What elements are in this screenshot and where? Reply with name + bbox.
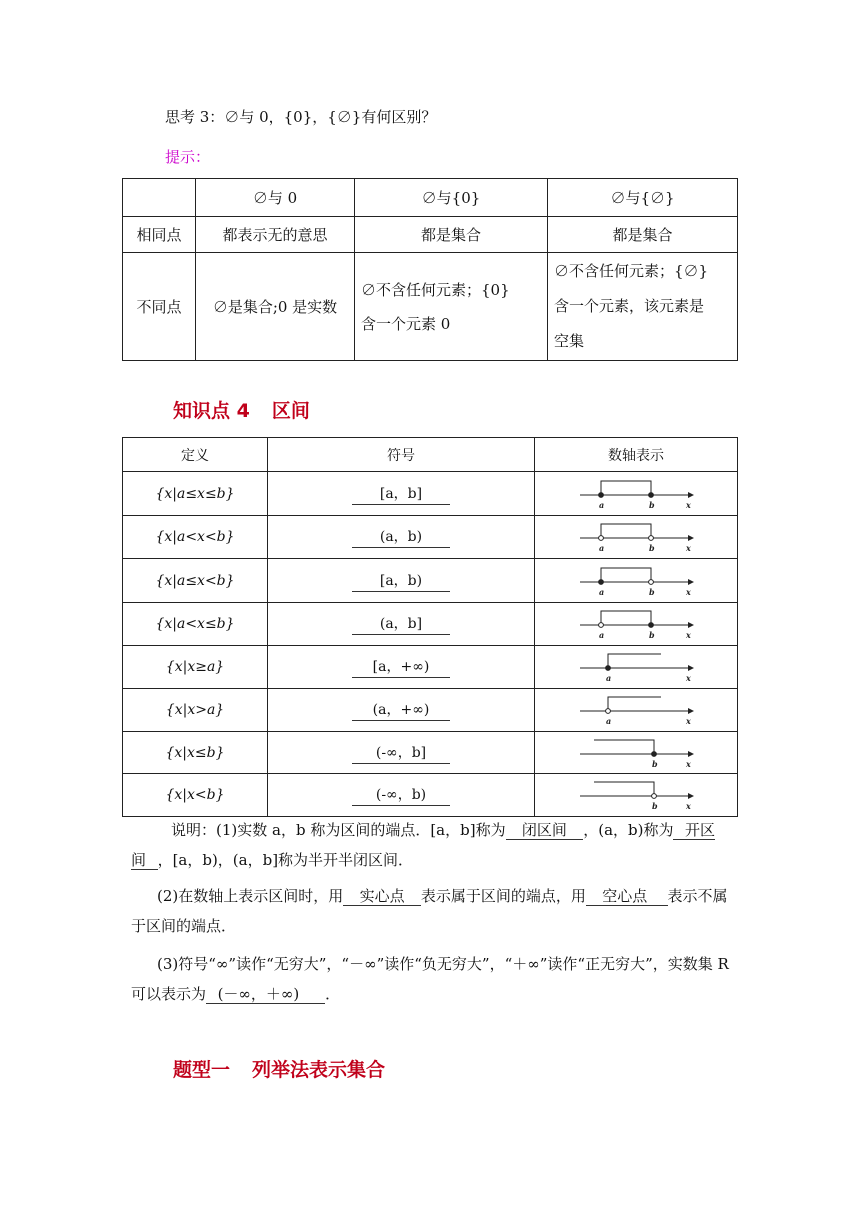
interval-symbol: (a，+∞): [352, 699, 450, 721]
endpoint-a: [599, 623, 604, 628]
interval-symbol-cell: [268, 774, 535, 817]
note-text: (3)符号“∞”读作“无穷大”，“－∞”读作“负无穷大”，“＋∞”读: [157, 955, 563, 973]
section-number: 知识点 4: [173, 400, 250, 422]
interval-row: [123, 646, 738, 689]
diff-cell: [548, 253, 738, 361]
endpoint-b: [649, 579, 654, 584]
interval-definition: {x|a<x<b}: [123, 516, 268, 559]
interval-symbol: [a，b]: [352, 483, 450, 505]
note-text: 表示属于区间的端点，用: [420, 887, 586, 905]
interval-row: [123, 559, 738, 603]
interval-symbol: [a，b): [352, 570, 450, 592]
interval-ray: [608, 697, 661, 711]
think-question: [165, 106, 436, 127]
number-line: [576, 778, 696, 812]
open-interval-answer: 开区间: [131, 821, 716, 869]
header-definition: 定义: [123, 438, 268, 472]
axis-a-label: a: [599, 586, 605, 597]
endpoint-b: [649, 623, 654, 628]
note-text: 作“正无穷大”，实数集 R 可以表示为: [131, 955, 729, 1003]
interval-symbol-cell: [268, 732, 535, 774]
header-number-line: 数轴表示: [535, 438, 738, 472]
diff-line: 含一个元素，该元素是: [554, 297, 705, 315]
header-empty-vs-setempty: ∅与{∅}: [548, 179, 738, 217]
number-line: [576, 736, 696, 770]
axis-x-label: x: [686, 758, 691, 769]
same-cell: 都是集合: [548, 217, 738, 253]
diff-cell: [355, 253, 548, 361]
endpoint-b: [652, 751, 657, 756]
note-text: ，(a，b)称为: [583, 821, 674, 839]
interval-definition: {x|a≤x≤b}: [123, 472, 268, 516]
note-text: 表示不属于区间的端点．: [131, 887, 728, 935]
note-p2: [131, 881, 741, 941]
number-line: [576, 693, 696, 727]
header-empty-vs-set0: ∅与{0}: [355, 179, 548, 217]
axis-x-label: x: [686, 630, 691, 640]
interval-bracket: [601, 611, 651, 625]
axis-x-label: x: [686, 801, 691, 811]
header-empty: [123, 179, 196, 217]
interval-definition: {x|x>a}: [123, 689, 268, 732]
number-line-cell: [535, 732, 738, 774]
axis-b-label: b: [652, 758, 658, 769]
endpoint-a: [599, 536, 604, 541]
number-line-cell: [535, 646, 738, 689]
axis-b-label: b: [649, 630, 655, 640]
number-line-cell: [535, 689, 738, 732]
interval-symbol-cell: [268, 689, 535, 732]
interval-symbol: [a，+∞): [352, 656, 450, 678]
axis-b-label: b: [652, 801, 658, 811]
diff-cell: ∅是集合;0 是实数: [196, 253, 355, 361]
axis-arrow: [688, 622, 694, 628]
axis-arrow: [688, 579, 694, 585]
axis-x-label: x: [686, 716, 691, 726]
axis-x-label: x: [686, 586, 691, 597]
axis-x-label: x: [686, 499, 691, 510]
interval-row: [123, 732, 738, 774]
axis-arrow: [688, 751, 694, 757]
interval-ray: [594, 782, 654, 796]
interval-symbol: (a，b): [352, 526, 450, 548]
endpoint-a: [606, 666, 611, 671]
axis-b-label: b: [649, 499, 655, 510]
note-text: (2)在数轴上表示区间时，用: [157, 887, 344, 905]
axis-a-label: a: [599, 499, 605, 510]
hint-label: 提示：: [165, 148, 211, 166]
solid-dot-answer: 实心点: [343, 887, 421, 906]
interval-definition: {x|a≤x<b}: [123, 559, 268, 603]
axis-arrow: [688, 535, 694, 541]
axis-b-label: b: [649, 586, 655, 597]
diff-line: 含一个元素 0: [361, 314, 451, 333]
note-p3: [131, 949, 741, 1009]
number-line-cell: [535, 472, 738, 516]
endpoint-b: [652, 794, 657, 799]
axis-a-label: a: [599, 630, 605, 640]
number-line: [576, 477, 696, 511]
section-title: 区间: [271, 400, 310, 422]
diff-line: ∅不含任何元素；{0}: [361, 280, 510, 299]
interval-symbol-cell: [268, 472, 535, 516]
axis-arrow: [688, 793, 694, 799]
interval-ray: [608, 654, 661, 668]
interval-ray: [594, 740, 654, 754]
number-line: [576, 564, 696, 598]
diff-line: ∅不含任何元素；{∅}: [554, 262, 709, 280]
axis-a-label: a: [606, 673, 612, 683]
hollow-dot-answer: 空心点: [586, 887, 649, 906]
number-line: [576, 520, 696, 554]
axis-arrow: [688, 492, 694, 498]
diff-label: 不同点: [123, 253, 196, 361]
type-number: 题型一: [173, 1059, 231, 1081]
endpoint-b: [649, 492, 654, 497]
interval-row: [123, 689, 738, 732]
header-symbol: 符号: [268, 438, 535, 472]
interval-symbol: (-∞，b]: [352, 742, 450, 764]
real-set-answer: (－∞，＋∞): [206, 985, 325, 1004]
compare-table: [122, 178, 738, 361]
interval-symbol-cell: [268, 646, 535, 689]
axis-x-label: x: [686, 543, 691, 553]
note-p1: [131, 815, 741, 875]
note-text: 说明：(1)实数 a，b 称为区间的端点．[a，b]称为: [171, 821, 506, 839]
think-label: 思考 3：: [165, 108, 225, 126]
same-cell: 都是集合: [355, 217, 548, 253]
axis-a-label: a: [599, 543, 605, 553]
number-line-cell: [535, 559, 738, 603]
closed-interval-answer: 闭区间: [506, 821, 584, 840]
type-title: 列举法表示集合: [252, 1059, 386, 1081]
axis-arrow: [688, 665, 694, 671]
interval-definition: {x|x≥a}: [123, 646, 268, 689]
same-cell: 都表示无的意思: [196, 217, 355, 253]
endpoint-a: [599, 579, 604, 584]
interval-symbol: (a，b]: [352, 613, 450, 635]
interval-symbol: (-∞，b): [352, 784, 450, 806]
interval-row: [123, 774, 738, 817]
interval-definition: {x|a<x≤b}: [123, 603, 268, 646]
interval-row: [123, 603, 738, 646]
interval-row: [123, 516, 738, 559]
header-empty-vs-0: ∅与 0: [196, 179, 355, 217]
number-line-cell: [535, 516, 738, 559]
interval-symbol-cell: [268, 516, 535, 559]
axis-b-label: b: [649, 543, 655, 553]
number-line-cell: [535, 774, 738, 817]
interval-table: [122, 437, 738, 817]
interval-definition: {x|x<b}: [123, 774, 268, 817]
axis-x-label: x: [686, 673, 691, 683]
section-heading: [173, 396, 310, 423]
number-line-cell: [535, 603, 738, 646]
endpoint-a: [606, 709, 611, 714]
interval-definition: {x|x≤b}: [123, 732, 268, 774]
interval-bracket: [601, 568, 651, 582]
endpoint-a: [599, 492, 604, 497]
endpoint-b: [649, 536, 654, 541]
interval-bracket: [601, 524, 651, 538]
axis-a-label: a: [606, 716, 612, 726]
think-text: ∅与 0，{0}，{∅}有何区别？: [224, 108, 437, 126]
interval-symbol-cell: [268, 559, 535, 603]
diff-line: 空集: [554, 332, 585, 350]
interval-symbol-cell: [268, 603, 535, 646]
number-line: [576, 607, 696, 641]
number-line: [576, 650, 696, 684]
same-label: 相同点: [123, 217, 196, 253]
note-text: ．: [325, 985, 341, 1003]
type-heading: [173, 1055, 385, 1082]
interval-row: [123, 472, 738, 516]
axis-arrow: [688, 708, 694, 714]
interval-bracket: [601, 481, 651, 495]
note-text: ，[a，b)，(a，b]称为半开半闭区间．: [157, 851, 414, 869]
